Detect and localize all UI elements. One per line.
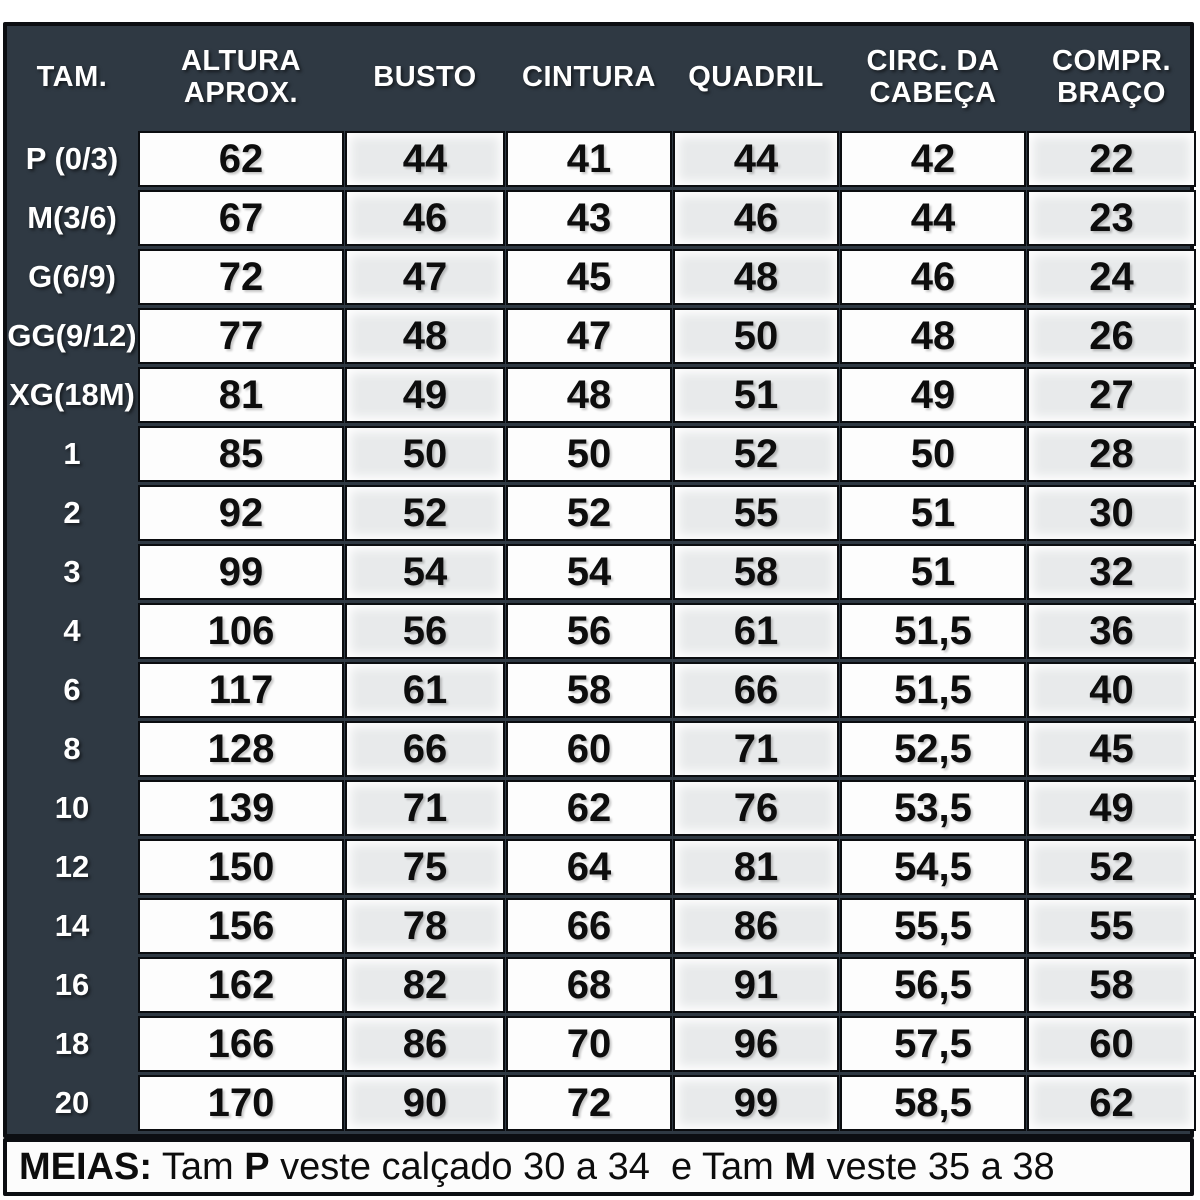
measurement-cell-altura: 117 <box>138 662 344 718</box>
header-line: BUSTO <box>373 60 477 93</box>
size-label-cell: 6 <box>63 672 81 707</box>
measurement-cell-altura: 150 <box>138 839 344 895</box>
measurement-cell-cintura: 50 <box>506 426 672 482</box>
measurement-cell-quadril: 86 <box>673 898 839 954</box>
measurement-cell-circ-cabeca: 51,5 <box>840 662 1026 718</box>
measurement-cell-cintura: 66 <box>506 898 672 954</box>
size-table-grid <box>7 26 1190 1134</box>
measurement-cell-cintura: 72 <box>506 1075 672 1131</box>
measurement-cell-busto: 90 <box>345 1075 505 1131</box>
socks-note <box>3 1138 1194 1196</box>
measurement-cell-circ-cabeca: 44 <box>840 190 1026 246</box>
socks-note-text: Tam <box>152 1145 245 1188</box>
measurement-cell-compr-braco: 55 <box>1027 898 1196 954</box>
measurement-cell-circ-cabeca: 50 <box>840 426 1026 482</box>
measurement-cell-quadril: 61 <box>673 603 839 659</box>
size-label-cell: 14 <box>54 908 90 943</box>
measurement-cell-altura: 92 <box>138 485 344 541</box>
measurement-cell-circ-cabeca: 54,5 <box>840 839 1026 895</box>
measurement-cell-altura: 99 <box>138 544 344 600</box>
measurement-cell-cintura: 47 <box>506 308 672 364</box>
measurement-cell-busto: 54 <box>345 544 505 600</box>
measurement-cell-compr-braco: 27 <box>1027 367 1196 423</box>
measurement-cell-compr-braco: 30 <box>1027 485 1196 541</box>
measurement-cell-quadril: 99 <box>673 1075 839 1131</box>
measurement-cell-cintura: 68 <box>506 957 672 1013</box>
socks-note-text: veste 35 a 38 <box>815 1145 1055 1188</box>
measurement-cell-altura: 62 <box>138 131 344 187</box>
measurement-cell-busto: 50 <box>345 426 505 482</box>
measurement-cell-circ-cabeca: 58,5 <box>840 1075 1026 1131</box>
measurement-cell-cintura: 64 <box>506 839 672 895</box>
socks-note-text: veste calçado 30 a 34 e Tam <box>269 1145 785 1188</box>
measurement-cell-quadril: 46 <box>673 190 839 246</box>
measurement-cell-busto: 46 <box>345 190 505 246</box>
measurement-cell-altura: 77 <box>138 308 344 364</box>
measurement-cell-compr-braco: 24 <box>1027 249 1196 305</box>
measurement-cell-cintura: 52 <box>506 485 672 541</box>
measurement-cell-busto: 49 <box>345 367 505 423</box>
measurement-cell-circ-cabeca: 42 <box>840 131 1026 187</box>
measurement-cell-cintura: 43 <box>506 190 672 246</box>
measurement-cell-circ-cabeca: 55,5 <box>840 898 1026 954</box>
measurement-cell-compr-braco: 45 <box>1027 721 1196 777</box>
measurement-cell-compr-braco: 23 <box>1027 190 1196 246</box>
measurement-cell-busto: 61 <box>345 662 505 718</box>
measurement-cell-circ-cabeca: 49 <box>840 367 1026 423</box>
measurement-cell-circ-cabeca: 48 <box>840 308 1026 364</box>
measurement-cell-quadril: 71 <box>673 721 839 777</box>
header-line: COMPR. <box>1052 44 1171 77</box>
size-label-cell: GG(9/12) <box>7 318 137 353</box>
measurement-cell-altura: 85 <box>138 426 344 482</box>
measurement-cell-cintura: 58 <box>506 662 672 718</box>
column-header-quadril <box>673 26 839 128</box>
measurement-cell-busto: 71 <box>345 780 505 836</box>
measurement-cell-busto: 75 <box>345 839 505 895</box>
size-label-cell: P (0/3) <box>25 141 119 176</box>
socks-note-size-m: M <box>784 1145 816 1188</box>
measurement-cell-cintura: 62 <box>506 780 672 836</box>
header-line: BRAÇO <box>1057 77 1166 109</box>
size-label-cell: 8 <box>63 731 81 766</box>
measurement-cell-circ-cabeca: 51 <box>840 544 1026 600</box>
measurement-cell-quadril: 58 <box>673 544 839 600</box>
measurement-cell-quadril: 66 <box>673 662 839 718</box>
measurement-cell-altura: 156 <box>138 898 344 954</box>
measurement-cell-circ-cabeca: 51,5 <box>840 603 1026 659</box>
measurement-cell-quadril: 91 <box>673 957 839 1013</box>
measurement-cell-compr-braco: 28 <box>1027 426 1196 482</box>
size-chart-sheet <box>3 22 1194 1196</box>
measurement-cell-altura: 139 <box>138 780 344 836</box>
measurement-cell-busto: 44 <box>345 131 505 187</box>
measurement-cell-cintura: 70 <box>506 1016 672 1072</box>
measurement-cell-circ-cabeca: 53,5 <box>840 780 1026 836</box>
measurement-cell-busto: 52 <box>345 485 505 541</box>
measurement-cell-busto: 86 <box>345 1016 505 1072</box>
size-label-cell: 3 <box>63 554 81 589</box>
measurement-cell-quadril: 52 <box>673 426 839 482</box>
measurement-cell-circ-cabeca: 56,5 <box>840 957 1026 1013</box>
measurement-cell-compr-braco: 60 <box>1027 1016 1196 1072</box>
column-header-tam <box>7 26 137 128</box>
column-header-cintura <box>506 26 672 128</box>
column-header-altura-aprox <box>138 26 344 128</box>
size-label-cell: G(6/9) <box>28 259 116 294</box>
measurement-cell-busto: 66 <box>345 721 505 777</box>
measurement-cell-quadril: 55 <box>673 485 839 541</box>
size-label-cell: 1 <box>63 436 81 471</box>
size-label-cell: 4 <box>63 613 81 648</box>
size-label-cell: M(3/6) <box>27 200 117 235</box>
measurement-cell-busto: 82 <box>345 957 505 1013</box>
measurement-cell-compr-braco: 40 <box>1027 662 1196 718</box>
measurement-cell-altura: 72 <box>138 249 344 305</box>
measurement-cell-altura: 106 <box>138 603 344 659</box>
header-line: ALTURA <box>180 44 302 77</box>
size-label-cell: 2 <box>63 495 81 530</box>
measurement-cell-quadril: 76 <box>673 780 839 836</box>
header-line: APROX. <box>183 77 299 109</box>
measurement-cell-compr-braco: 49 <box>1027 780 1196 836</box>
measurement-cell-compr-braco: 22 <box>1027 131 1196 187</box>
measurement-cell-cintura: 41 <box>506 131 672 187</box>
size-label-cell: XG(18M) <box>9 377 135 412</box>
socks-note-label: MEIAS: <box>19 1145 152 1188</box>
header-line: TAM. <box>36 60 108 93</box>
measurement-cell-altura: 128 <box>138 721 344 777</box>
measurement-cell-quadril: 96 <box>673 1016 839 1072</box>
column-header-busto <box>345 26 505 128</box>
measurement-cell-altura: 170 <box>138 1075 344 1131</box>
socks-note-size-p: P <box>244 1145 270 1188</box>
measurement-cell-circ-cabeca: 52,5 <box>840 721 1026 777</box>
measurement-cell-quadril: 81 <box>673 839 839 895</box>
measurement-cell-cintura: 54 <box>506 544 672 600</box>
measurement-cell-busto: 48 <box>345 308 505 364</box>
measurement-cell-quadril: 50 <box>673 308 839 364</box>
measurement-cell-altura: 81 <box>138 367 344 423</box>
header-line: CABEÇA <box>869 77 997 109</box>
measurement-cell-compr-braco: 26 <box>1027 308 1196 364</box>
measurement-cell-circ-cabeca: 46 <box>840 249 1026 305</box>
measurement-cell-cintura: 45 <box>506 249 672 305</box>
size-label-cell: 16 <box>54 967 90 1002</box>
measurement-cell-compr-braco: 58 <box>1027 957 1196 1013</box>
measurement-cell-compr-braco: 32 <box>1027 544 1196 600</box>
column-header-compr-braco <box>1027 26 1196 128</box>
size-label-cell: 10 <box>54 790 90 825</box>
measurement-cell-busto: 47 <box>345 249 505 305</box>
measurement-cell-altura: 166 <box>138 1016 344 1072</box>
measurement-cell-altura: 67 <box>138 190 344 246</box>
measurement-cell-quadril: 44 <box>673 131 839 187</box>
size-label-cell: 20 <box>54 1085 90 1120</box>
column-header-circ-cabeca <box>840 26 1026 128</box>
measurement-cell-circ-cabeca: 51 <box>840 485 1026 541</box>
measurement-cell-quadril: 51 <box>673 367 839 423</box>
measurement-cell-cintura: 60 <box>506 721 672 777</box>
header-line: CIRC. DA <box>866 44 1000 77</box>
header-line: QUADRIL <box>688 60 824 93</box>
measurement-cell-compr-braco: 62 <box>1027 1075 1196 1131</box>
size-label-cell: 12 <box>54 849 90 884</box>
header-line: CINTURA <box>522 60 656 93</box>
measurement-cell-cintura: 48 <box>506 367 672 423</box>
measurement-cell-busto: 78 <box>345 898 505 954</box>
measurement-cell-circ-cabeca: 57,5 <box>840 1016 1026 1072</box>
measurement-cell-busto: 56 <box>345 603 505 659</box>
measurement-cell-compr-braco: 52 <box>1027 839 1196 895</box>
measurement-cell-quadril: 48 <box>673 249 839 305</box>
measurement-cell-altura: 162 <box>138 957 344 1013</box>
measurement-cell-compr-braco: 36 <box>1027 603 1196 659</box>
size-table <box>3 22 1194 1138</box>
measurement-cell-cintura: 56 <box>506 603 672 659</box>
size-label-cell: 18 <box>54 1026 90 1061</box>
